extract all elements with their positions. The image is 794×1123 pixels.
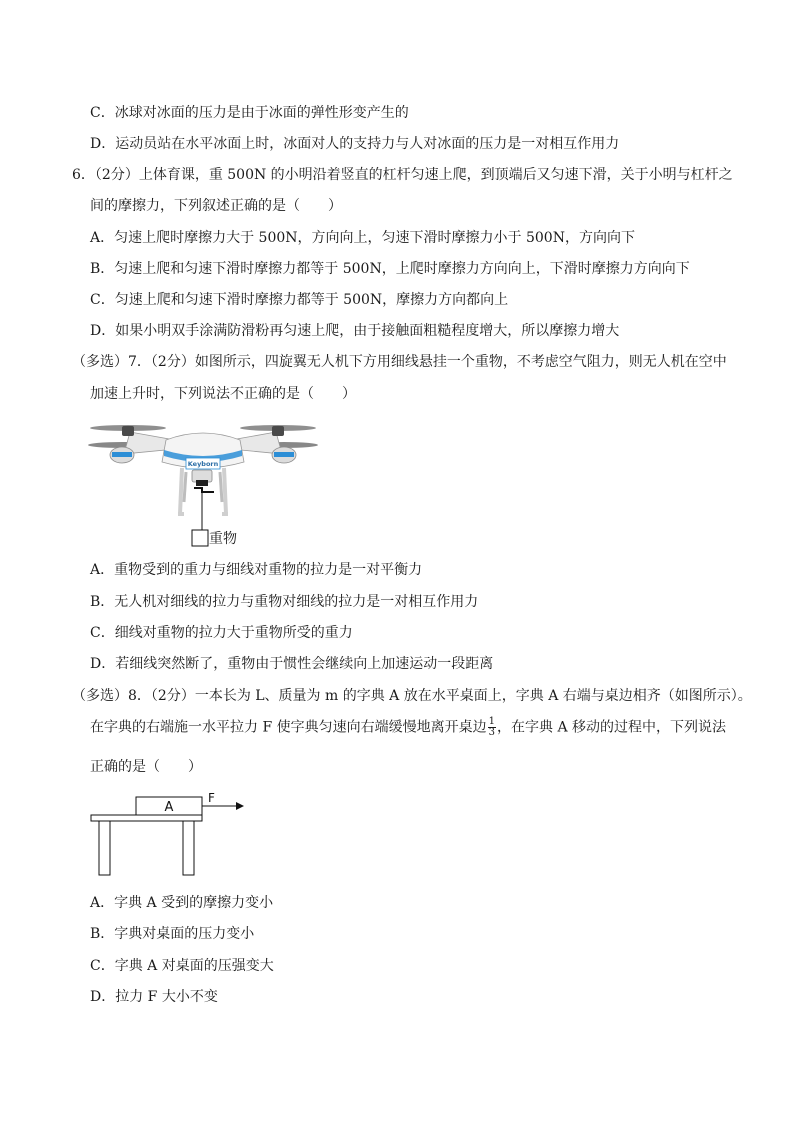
fraction-numerator: 1 (488, 716, 495, 727)
q6-stem-line-2: 间的摩擦力，下列叙述正确的是（ ） (90, 198, 342, 214)
q6-option-d: D．如果小明双手涂满防滑粉再匀速上爬，由于接触面粗糙程度增大，所以摩擦力增大 (90, 323, 620, 339)
q5-option-d: D．运动员站在水平冰面上时，冰面对人的支持力与人对冰面的压力是一对相互作用力 (90, 136, 620, 152)
q8-option-c: C．字典 A 对桌面的压强变大 (90, 958, 274, 974)
q6-option-c: C．匀速上爬和匀速下滑时摩擦力都等于 500N，摩擦力方向都向上 (90, 292, 509, 308)
q8-stem-line-2-pre: 在字典的右端施一水平拉力 F 使字典匀速向右端缓慢地离开桌边 (90, 719, 487, 736)
q7-option-b: B．无人机对细线的拉力与重物对细线的拉力是一对相互作用力 (90, 594, 479, 610)
q8-stem-line-2 (90, 717, 726, 738)
q6-option-a: A．匀速上爬时摩擦力大于 500N，方向向上，匀速下滑时摩擦力小于 500N，方向向下 (90, 230, 635, 246)
q8-stem-line-3: 正确的是（ ） (90, 759, 202, 775)
q6-option-b: B．匀速上爬和匀速下滑时摩擦力都等于 500N，上爬时摩擦力方向向上，下滑时摩擦力方向向下 (90, 261, 690, 277)
q8-option-a: A．字典 A 受到的摩擦力变小 (90, 895, 274, 911)
q6-stem-line-1: 6．（2分）上体育课，重 500N 的小明沿着竖直的杠杆匀速上爬，到顶端后又匀速下滑，关于小明与杠杆之 (72, 167, 733, 183)
force-label: F (208, 791, 215, 805)
weight-label: 重物 (209, 531, 237, 547)
q5-option-c: C．冰球对冰面的压力是由于冰面的弹性形变产生的 (90, 105, 409, 121)
q7-option-a: A．重物受到的重力与细线对重物的拉力是一对平衡力 (90, 562, 423, 578)
dictionary-label: A (164, 800, 174, 815)
q7-option-d: D．若细线突然断了，重物由于惯性会继续向上加速运动一段距离 (90, 656, 494, 672)
fraction-denominator: 3 (488, 727, 495, 738)
q7-stem-line-2: 加速上升时，下列说法不正确的是（ ） (90, 386, 356, 402)
q8-option-d: D．拉力 F 大小不变 (90, 989, 218, 1005)
q8-stem-line-2-post: ，在字典 A 移动的过程中，下列说法 (497, 719, 727, 736)
q8-option-b: B．字典对桌面的压力变小 (90, 926, 255, 942)
q8-stem-line-1: （多选）8．（2分）一本长为 L、质量为 m 的字典 A 放在水平桌面上，字典 A 右端与桌边相齐（如图所示）。 (72, 688, 752, 704)
table-figure (88, 790, 248, 878)
fraction (488, 717, 496, 738)
drone-brand-label: Keyborn (187, 460, 219, 468)
q7-stem-line-1: （多选）7．（2分）如图所示，四旋翼无人机下方用细线悬挂一个重物，不考虑空气阻力，则无人机在空中 (72, 354, 727, 370)
q7-option-c: C．细线对重物的拉力大于重物所受的重力 (90, 625, 353, 641)
drone-figure (88, 412, 320, 550)
